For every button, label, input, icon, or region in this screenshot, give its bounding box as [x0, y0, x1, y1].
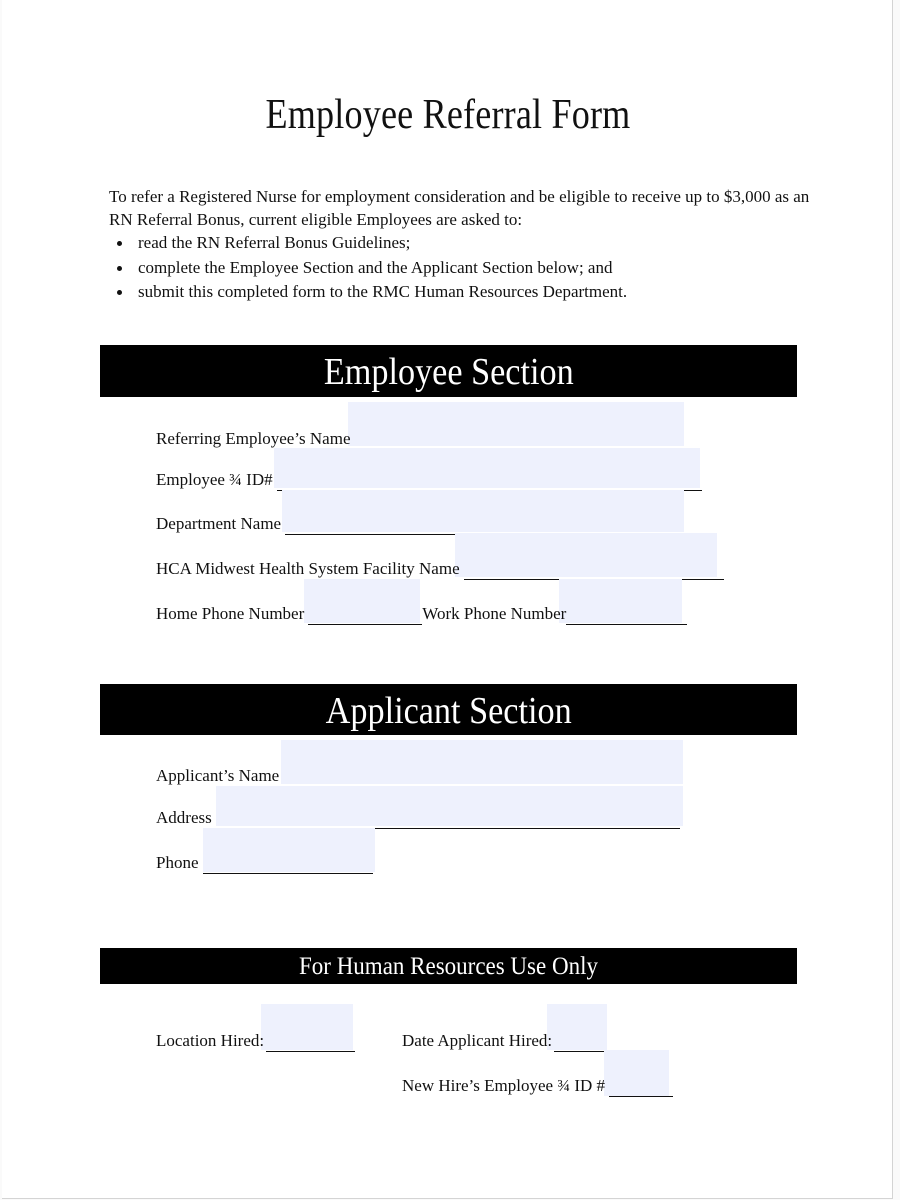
department-name-row [156, 513, 685, 535]
phone-numbers-row [156, 603, 687, 625]
work-phone-line [566, 608, 687, 625]
facility-name-row [156, 558, 724, 580]
applicant-address-row [156, 807, 680, 829]
applicant-name-label: Applicant’s Name [156, 766, 280, 785]
intro-text-line-2: RN Referral Bonus, current eligible Employees are asked to: [109, 210, 523, 229]
referring-employee-name-label: Referring Employee’s Name [156, 429, 351, 448]
location-hired-line [266, 1035, 355, 1052]
instruction-item: submit this completed form to the RMC Human Resources Department. [109, 280, 829, 305]
location-hired-label: Location Hired: [156, 1031, 265, 1050]
employee-id-label: Employee ¾ ID# [156, 470, 273, 489]
instructions-list [109, 231, 829, 305]
applicant-section-title: Applicant Section [325, 690, 572, 732]
intro-text-line-1: To refer a Registered Nurse for employment consideration and be eligible to receive up to $3,000 as an [109, 187, 810, 206]
hr-section-header [100, 948, 797, 984]
applicant-phone-row [156, 852, 373, 874]
intro-block [109, 185, 829, 305]
work-phone-label: Work Phone Number [422, 604, 567, 623]
location-hired-row [156, 1030, 355, 1052]
applicant-phone-line [203, 857, 373, 874]
date-applicant-hired-row [402, 1030, 611, 1052]
facility-name-line [464, 563, 724, 580]
applicant-address-line [216, 812, 680, 829]
employee-id-row [156, 469, 702, 491]
date-applicant-hired-line [554, 1035, 611, 1052]
applicant-name-line [283, 770, 683, 787]
hr-section-title: For Human Resources Use Only [299, 953, 598, 980]
new-hire-employee-id-label: New Hire’s Employee ¾ ID # [402, 1076, 606, 1095]
home-phone-line [308, 608, 422, 625]
new-hire-employee-id-row [402, 1075, 673, 1097]
applicant-address-label: Address [156, 808, 212, 827]
department-name-label: Department Name [156, 514, 282, 533]
employee-section-header [100, 345, 797, 397]
instruction-item: complete the Employee Section and the Applicant Section below; and [109, 256, 829, 281]
home-phone-label: Home Phone Number [156, 604, 305, 623]
form-page [2, 0, 893, 1199]
applicant-section-header [100, 684, 797, 735]
referring-employee-name-row [156, 428, 693, 450]
facility-name-label: HCA Midwest Health System Facility Name [156, 559, 460, 578]
date-applicant-hired-label: Date Applicant Hired: [402, 1031, 553, 1050]
employee-id-line [277, 474, 702, 491]
page-title: Employee Referral Form [265, 92, 631, 138]
applicant-name-row [156, 765, 683, 787]
instruction-item: read the RN Referral Bonus Guidelines; [109, 231, 829, 256]
applicant-phone-label: Phone [156, 853, 199, 872]
new-hire-employee-id-line [609, 1080, 673, 1097]
employee-section-title: Employee Section [323, 351, 574, 393]
